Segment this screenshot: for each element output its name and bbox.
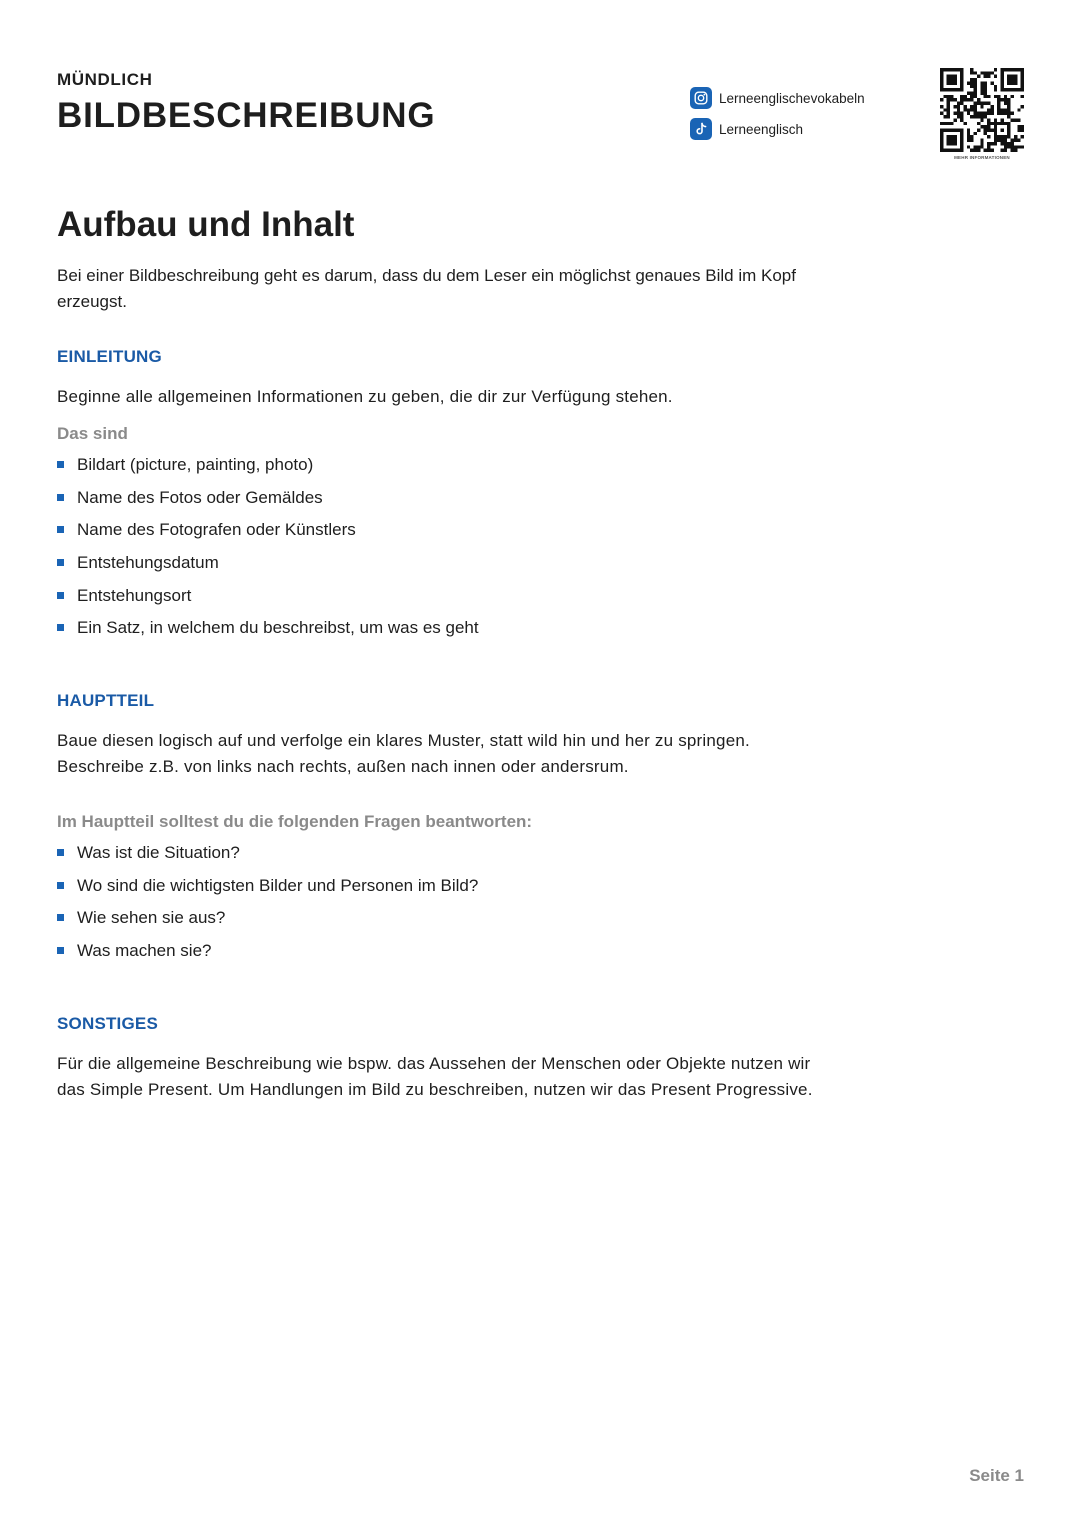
bullet-square-icon <box>57 559 64 566</box>
intro-text: Bei einer Bildbeschreibung geht es darum, dass du dem Leser ein möglichst genaues Bild im Kopf erzeugst. <box>57 266 796 311</box>
tiktok-icon <box>690 118 712 140</box>
page-number: Seite 1 <box>969 1466 1024 1485</box>
list-item: Was ist die Situation? <box>57 842 478 875</box>
einleitung-heading: EINLEITUNG <box>57 347 162 366</box>
bullet-square-icon <box>57 526 64 533</box>
bullet-square-icon <box>57 461 64 468</box>
tiktok-link[interactable] <box>690 117 865 141</box>
einleitung-text: Beginne alle allgemeinen Informationen zu geben, die dir zur Verfügung stehen. <box>57 387 673 406</box>
hauptteil-heading: HAUPTTEIL <box>57 691 155 710</box>
page-kicker: MÜNDLICH <box>57 70 153 89</box>
section-title: Aufbau und Inhalt <box>57 205 355 244</box>
einleitung-list <box>57 454 479 650</box>
hauptteil-subhead: Im Hauptteil solltest du die folgenden Fragen beantworten: <box>57 812 533 831</box>
instagram-handle: Lerneenglischevokabeln <box>719 90 865 106</box>
instagram-icon <box>690 87 712 109</box>
hauptteil-list <box>57 842 478 973</box>
list-item: Wie sehen sie aus? <box>57 907 478 940</box>
qr-caption: MEHR INFORMATIONEN <box>954 155 1010 160</box>
bullet-square-icon <box>57 592 64 599</box>
bullet-square-icon <box>57 494 64 501</box>
social-links <box>690 86 865 148</box>
bullet-square-icon <box>57 624 64 631</box>
tiktok-handle: Lerneenglisch <box>719 121 804 137</box>
sonstiges-heading: SONSTIGES <box>57 1014 158 1033</box>
list-item: Wo sind die wichtigsten Bilder und Personen im Bild? <box>57 875 478 908</box>
bullet-square-icon <box>57 947 64 954</box>
instagram-link[interactable] <box>690 86 865 110</box>
bullet-square-icon <box>57 882 64 889</box>
list-item: Ein Satz, in welchem du beschreibst, um was es geht <box>57 617 479 650</box>
list-item: Name des Fotografen oder Künstlers <box>57 519 479 552</box>
bullet-square-icon <box>57 914 64 921</box>
hauptteil-text: Baue diesen logisch auf und verfolge ein klares Muster, statt wild hin und her zu springen. Beschreibe z.B. von links nach rechts, außen nach innen oder andersrum. <box>57 731 750 776</box>
list-item: Name des Fotos oder Gemäldes <box>57 487 479 520</box>
qr-code-icon[interactable] <box>940 68 1024 152</box>
einleitung-subhead: Das sind <box>57 424 128 443</box>
page-title: BILDBESCHREIBUNG <box>57 96 436 135</box>
document-page <box>57 0 1037 1527</box>
list-item: Entstehungsort <box>57 585 479 618</box>
bullet-square-icon <box>57 849 64 856</box>
list-item: Entstehungsdatum <box>57 552 479 585</box>
list-item: Bildart (picture, painting, photo) <box>57 454 479 487</box>
list-item: Was machen sie? <box>57 940 478 973</box>
sonstiges-text: Für die allgemeine Beschreibung wie bspw. das Aussehen der Menschen oder Objekte nutzen wir das Simple Present. Um Handlungen im Bild zu beschreiben, nutzen wir das Present Progressive. <box>57 1054 813 1099</box>
